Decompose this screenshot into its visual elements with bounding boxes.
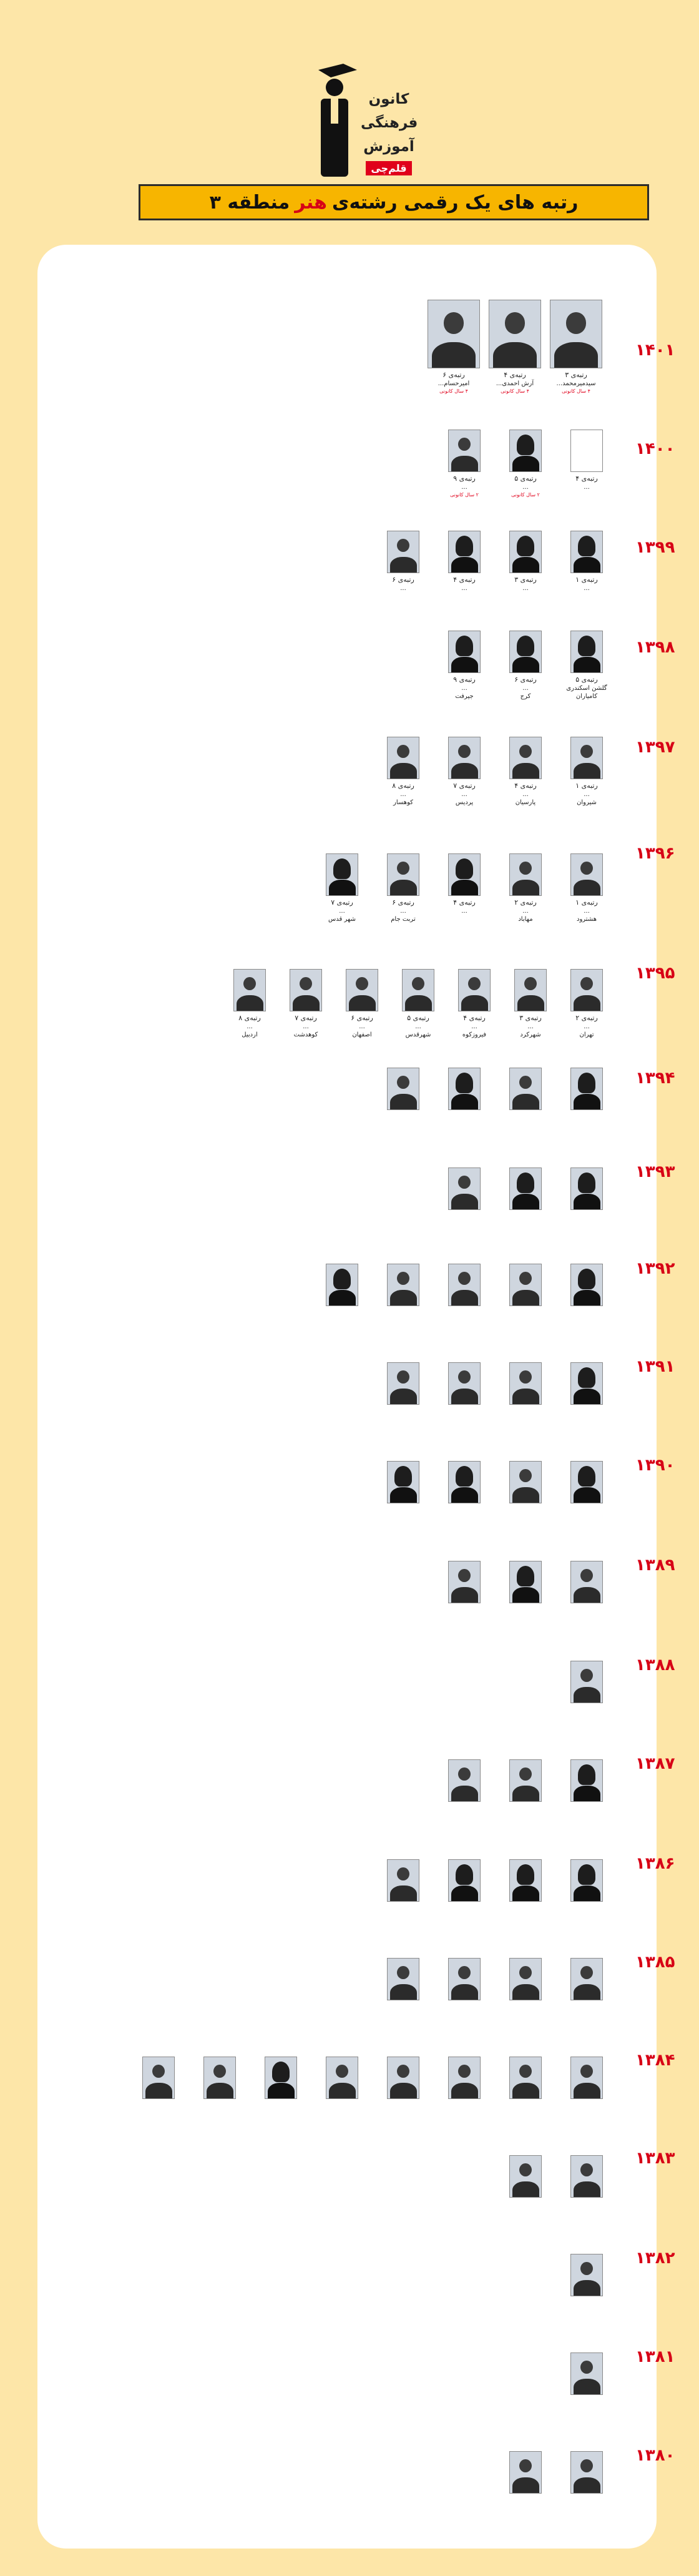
year-label: ۱۳۹۵ xyxy=(635,964,675,983)
student-card xyxy=(497,853,554,924)
student-name: ... xyxy=(461,585,467,592)
student-name: ... xyxy=(522,585,529,592)
student-photo xyxy=(448,1561,481,1603)
student-card xyxy=(497,737,554,807)
student-city: شهرقدس xyxy=(405,1031,431,1038)
student-name: ... xyxy=(461,685,467,692)
student-name: گلشن اسکندری xyxy=(566,685,607,692)
year-label: ۱۳۸۹ xyxy=(635,1556,675,1575)
year-label: ۱۳۹۴ xyxy=(635,1069,675,1088)
year-label: ۱۳۸۸ xyxy=(635,1656,675,1674)
logo-line: کانون xyxy=(368,91,409,107)
student-card xyxy=(559,2057,615,2099)
student-city: تربت جام xyxy=(391,916,416,923)
student-photo xyxy=(570,1661,603,1703)
student-photo xyxy=(550,300,602,368)
year-label: ۱۳۹۰ xyxy=(635,1456,675,1475)
student-card xyxy=(497,531,554,592)
student-card xyxy=(559,1461,615,1503)
student-name: ... xyxy=(584,908,590,915)
student-rank: رتبه‌ی ۴ xyxy=(504,371,526,379)
student-rank: رتبه‌ی ۷ xyxy=(453,782,476,790)
student-photo xyxy=(509,531,542,573)
student-note: ۲ سال کانونی xyxy=(511,492,540,498)
student-card xyxy=(436,430,492,498)
student-photo xyxy=(570,1561,603,1603)
student-city: مهاباد xyxy=(518,916,533,923)
student-photo xyxy=(509,1264,542,1306)
student-photo xyxy=(509,2057,542,2099)
student-photo xyxy=(509,1561,542,1603)
student-photo xyxy=(509,1759,542,1802)
student-card xyxy=(436,1461,492,1503)
student-name: ... xyxy=(400,585,406,592)
student-rank: رتبه‌ی ۲ xyxy=(514,898,537,907)
student-card xyxy=(375,1859,431,1902)
student-rank: رتبه‌ی ۳ xyxy=(519,1014,542,1022)
student-note: ۴ سال کانونی xyxy=(501,388,529,394)
student-card xyxy=(278,969,334,1040)
student-photo xyxy=(402,969,434,1011)
student-card xyxy=(436,1168,492,1210)
student-photo xyxy=(290,969,322,1011)
student-city: کامیاران xyxy=(575,693,598,700)
student-card xyxy=(314,853,370,924)
student-card xyxy=(436,2057,492,2099)
student-card xyxy=(559,631,615,701)
student-card xyxy=(559,1759,615,1802)
student-card xyxy=(436,1958,492,2000)
student-photo xyxy=(489,300,541,368)
student-city: فیروزکوه xyxy=(462,1031,487,1038)
student-photo xyxy=(570,1362,603,1405)
student-name: ... xyxy=(461,484,467,491)
student-city: اصفهان xyxy=(352,1031,372,1038)
student-name: ... xyxy=(522,484,529,491)
student-card xyxy=(497,2155,554,2198)
student-card xyxy=(497,1859,554,1902)
student-card xyxy=(436,1859,492,1902)
year-label: ۱۳۹۳ xyxy=(635,1163,675,1181)
student-card xyxy=(375,737,431,807)
student-name: ... xyxy=(400,908,406,915)
student-card xyxy=(559,2155,615,2198)
student-rank: رتبه‌ی ۶ xyxy=(514,676,537,684)
student-rank: رتبه‌ی ۱ xyxy=(575,898,598,907)
year-label: ۱۳۹۷ xyxy=(635,738,675,757)
student-photo xyxy=(509,1068,542,1110)
student-card xyxy=(253,2057,309,2099)
student-card xyxy=(559,430,615,491)
student-card xyxy=(497,1958,554,2000)
student-photo xyxy=(509,1958,542,2000)
student-photo xyxy=(387,2057,419,2099)
student-name: ... xyxy=(584,585,590,592)
student-card xyxy=(375,1068,431,1110)
student-card xyxy=(559,531,615,592)
student-photo xyxy=(509,1362,542,1405)
student-photo xyxy=(448,1958,481,2000)
title-bar xyxy=(139,184,649,220)
student-name: ... xyxy=(527,1023,534,1030)
student-name: ... xyxy=(415,1023,421,1030)
student-card xyxy=(436,1561,492,1603)
student-rank: رتبه‌ی ۴ xyxy=(575,474,598,483)
student-card xyxy=(497,1068,554,1110)
student-note: ۴ سال کانونی xyxy=(439,388,468,394)
logo-line: آموزش xyxy=(363,139,414,155)
student-card xyxy=(559,2254,615,2296)
year-label: ۱۳۹۸ xyxy=(635,638,675,657)
student-photo xyxy=(570,1168,603,1210)
student-rank: رتبه‌ی ۴ xyxy=(453,898,476,907)
year-label: ۱۴۰۰ xyxy=(635,440,675,458)
student-card xyxy=(497,430,554,498)
student-photo xyxy=(387,1958,419,2000)
student-photo xyxy=(570,2155,603,2198)
year-label: ۱۳۹۲ xyxy=(635,1259,675,1278)
student-card xyxy=(559,1859,615,1902)
student-rank: رتبه‌ی ۶ xyxy=(392,576,414,584)
student-city: هشترود xyxy=(576,916,597,923)
student-photo xyxy=(265,2057,297,2099)
student-photo xyxy=(448,531,481,573)
student-card xyxy=(497,1561,554,1603)
student-city: شهرکرد xyxy=(520,1031,541,1038)
year-label: ۱۳۸۵ xyxy=(635,1953,675,1972)
results-card xyxy=(37,245,675,2549)
student-photo xyxy=(326,2057,358,2099)
student-card xyxy=(497,2451,554,2494)
student-photo xyxy=(509,737,542,779)
student-photo xyxy=(509,853,542,896)
student-card xyxy=(375,853,431,924)
student-photo xyxy=(448,1859,481,1902)
student-card xyxy=(497,1168,554,1210)
student-photo xyxy=(387,853,419,896)
year-label: ۱۳۸۰ xyxy=(635,2446,675,2465)
student-card xyxy=(559,2451,615,2494)
student-card xyxy=(559,853,615,924)
student-name: سیدمیرمحمد... xyxy=(556,380,596,387)
year-label: ۱۳۸۶ xyxy=(635,1854,675,1873)
year-label: ۱۳۸۲ xyxy=(635,2249,675,2268)
student-card xyxy=(497,1362,554,1405)
student-rank: رتبه‌ی ۶ xyxy=(442,371,465,379)
student-card xyxy=(436,1362,492,1405)
student-name: ... xyxy=(461,908,467,915)
student-photo xyxy=(387,1859,419,1902)
student-photo xyxy=(448,737,481,779)
student-photo xyxy=(387,1264,419,1306)
student-photo xyxy=(570,2057,603,2099)
student-rank: رتبه‌ی ۶ xyxy=(392,898,414,907)
student-photo xyxy=(448,1264,481,1306)
student-photo xyxy=(326,853,358,896)
student-card xyxy=(559,969,615,1040)
student-card xyxy=(497,631,554,701)
student-rank: رتبه‌ی ۷ xyxy=(295,1014,317,1022)
student-card xyxy=(559,1068,615,1110)
student-photo xyxy=(458,969,491,1011)
student-photo xyxy=(448,1362,481,1405)
student-card xyxy=(497,1264,554,1306)
student-city: کوهدشت xyxy=(293,1031,318,1038)
logo-text xyxy=(361,87,417,175)
student-photo xyxy=(448,631,481,673)
year-label: ۱۳۹۶ xyxy=(635,844,675,863)
student-name: ... xyxy=(471,1023,477,1030)
student-city: پردیس xyxy=(455,799,474,806)
student-photo xyxy=(387,1362,419,1405)
student-photo xyxy=(570,1461,603,1503)
student-photo xyxy=(509,2155,542,2198)
student-card xyxy=(436,631,492,701)
student-name: ... xyxy=(339,908,345,915)
student-photo xyxy=(570,531,603,573)
student-photo xyxy=(509,631,542,673)
student-photo xyxy=(387,737,419,779)
student-city: تهران xyxy=(579,1031,594,1038)
student-photo xyxy=(570,1859,603,1902)
student-card xyxy=(436,1264,492,1306)
student-photo xyxy=(448,2057,481,2099)
student-photo xyxy=(570,2254,603,2296)
student-card xyxy=(436,531,492,592)
student-city: شهر قدس xyxy=(328,916,356,923)
student-city: کرج xyxy=(520,693,531,700)
student-card xyxy=(436,1068,492,1110)
year-label: ۱۳۹۹ xyxy=(635,538,675,557)
student-note: ۴ سال کانونی xyxy=(562,388,590,394)
student-photo xyxy=(203,2057,236,2099)
student-card xyxy=(314,2057,370,2099)
student-card xyxy=(436,737,492,807)
student-photo xyxy=(570,969,603,1011)
student-photo xyxy=(448,1168,481,1210)
student-photo xyxy=(570,2451,603,2494)
student-rank: رتبه‌ی ۳ xyxy=(514,576,537,584)
student-rank: رتبه‌ی ۶ xyxy=(351,1014,373,1022)
student-name: ... xyxy=(359,1023,365,1030)
student-city: پارسیان xyxy=(515,799,536,806)
student-photo xyxy=(387,531,419,573)
student-name: امیرحسام... xyxy=(437,380,470,387)
student-card xyxy=(559,2352,615,2395)
student-name: ... xyxy=(303,1023,309,1030)
student-photo xyxy=(514,969,547,1011)
student-rank: رتبه‌ی ۵ xyxy=(514,474,537,483)
title-tail: منطقه ۳ xyxy=(209,191,290,214)
student-photo xyxy=(570,1068,603,1110)
student-photo xyxy=(570,1759,603,1802)
year-label: ۱۳۸۱ xyxy=(635,2347,675,2366)
student-rank: رتبه‌ی ۳ xyxy=(565,371,587,379)
student-card xyxy=(390,969,446,1040)
student-card xyxy=(375,1264,431,1306)
student-photo xyxy=(509,1859,542,1902)
student-card xyxy=(375,2057,431,2099)
student-card xyxy=(436,853,492,915)
student-rank: رتبه‌ی ۲ xyxy=(575,1014,598,1022)
student-name: ... xyxy=(247,1023,253,1030)
student-rank: رتبه‌ی ۱ xyxy=(575,576,598,584)
student-name: آرش احمدی... xyxy=(496,380,534,387)
student-photo xyxy=(142,2057,175,2099)
student-photo xyxy=(387,1068,419,1110)
student-name: ... xyxy=(400,791,406,798)
logo xyxy=(312,39,418,182)
student-photo xyxy=(570,2352,603,2395)
student-card xyxy=(375,1362,431,1405)
student-rank: رتبه‌ی ۴ xyxy=(463,1014,486,1022)
student-photo xyxy=(448,1759,481,1802)
student-card xyxy=(502,969,559,1040)
student-rank: رتبه‌ی ۷ xyxy=(331,898,353,907)
student-photo xyxy=(570,737,603,779)
student-rank: رتبه‌ی ۱ xyxy=(575,782,598,790)
student-card xyxy=(334,969,390,1040)
student-photo xyxy=(448,853,481,896)
title-main: رتبه های یک رقمی رشته‌ی xyxy=(331,191,579,214)
student-card xyxy=(559,1264,615,1306)
student-name: ... xyxy=(584,1023,590,1030)
year-label: ۱۳۸۳ xyxy=(635,2149,675,2168)
student-photo xyxy=(509,2451,542,2494)
student-city: اردبیل xyxy=(242,1031,258,1038)
student-photo xyxy=(428,300,480,368)
year-label: ۱۳۸۴ xyxy=(635,2051,675,2070)
student-card xyxy=(559,1958,615,2000)
student-photo xyxy=(387,1461,419,1503)
student-card xyxy=(559,1661,615,1703)
student-photo xyxy=(448,430,481,472)
student-card xyxy=(192,2057,248,2099)
student-photo xyxy=(570,853,603,896)
student-card xyxy=(559,1362,615,1405)
student-name: ... xyxy=(522,791,529,798)
student-city: کوهسار xyxy=(393,799,413,806)
student-card xyxy=(436,1759,492,1802)
student-card xyxy=(375,531,431,592)
student-card xyxy=(426,300,482,395)
student-photo xyxy=(326,1264,358,1306)
student-card xyxy=(559,1168,615,1210)
student-name: ... xyxy=(461,791,467,798)
student-card xyxy=(314,1264,370,1306)
student-card xyxy=(375,1461,431,1503)
student-photo xyxy=(570,1958,603,2000)
student-rank: رتبه‌ی ۹ xyxy=(453,474,476,483)
student-rank: رتبه‌ی ۹ xyxy=(453,676,476,684)
year-label: ۱۴۰۱ xyxy=(635,341,675,360)
title-accent: هنر xyxy=(295,191,327,214)
student-photo xyxy=(570,631,603,673)
student-rank: رتبه‌ی ۸ xyxy=(392,782,414,790)
student-card xyxy=(559,1561,615,1603)
student-rank: رتبه‌ی ۸ xyxy=(238,1014,261,1022)
student-rank: رتبه‌ی ۴ xyxy=(453,576,476,584)
student-card xyxy=(130,2057,187,2099)
student-photo xyxy=(448,1068,481,1110)
student-rank: رتبه‌ی ۴ xyxy=(514,782,537,790)
student-photo xyxy=(570,1264,603,1306)
student-name: ... xyxy=(584,484,590,491)
graduate-figure-icon xyxy=(312,64,357,179)
year-label: ۱۳۸۷ xyxy=(635,1754,675,1773)
student-photo xyxy=(233,969,266,1011)
student-photo xyxy=(570,430,603,472)
student-rank: رتبه‌ی ۵ xyxy=(407,1014,429,1022)
student-name: ... xyxy=(584,791,590,798)
student-photo xyxy=(346,969,378,1011)
student-card xyxy=(559,737,615,807)
student-city: شیروان xyxy=(577,799,597,806)
student-card xyxy=(375,1958,431,2000)
student-card xyxy=(222,969,278,1040)
student-rank: رتبه‌ی ۵ xyxy=(575,676,598,684)
student-card xyxy=(487,300,543,395)
student-name: ... xyxy=(522,908,529,915)
student-photo xyxy=(509,1168,542,1210)
student-card xyxy=(446,969,502,1040)
student-card xyxy=(497,1461,554,1503)
student-city: جیرفت xyxy=(455,693,474,700)
logo-line: فرهنگی xyxy=(361,115,418,131)
student-photo xyxy=(509,1461,542,1503)
student-photo xyxy=(448,1461,481,1503)
year-label: ۱۳۹۱ xyxy=(635,1357,675,1376)
logo-badge: قلم‌چی xyxy=(366,161,411,175)
student-card xyxy=(497,2057,554,2099)
student-photo xyxy=(509,430,542,472)
student-name: ... xyxy=(522,685,529,692)
student-note: ۲ سال کانونی xyxy=(450,492,479,498)
student-card xyxy=(548,300,604,395)
student-card xyxy=(497,1759,554,1802)
